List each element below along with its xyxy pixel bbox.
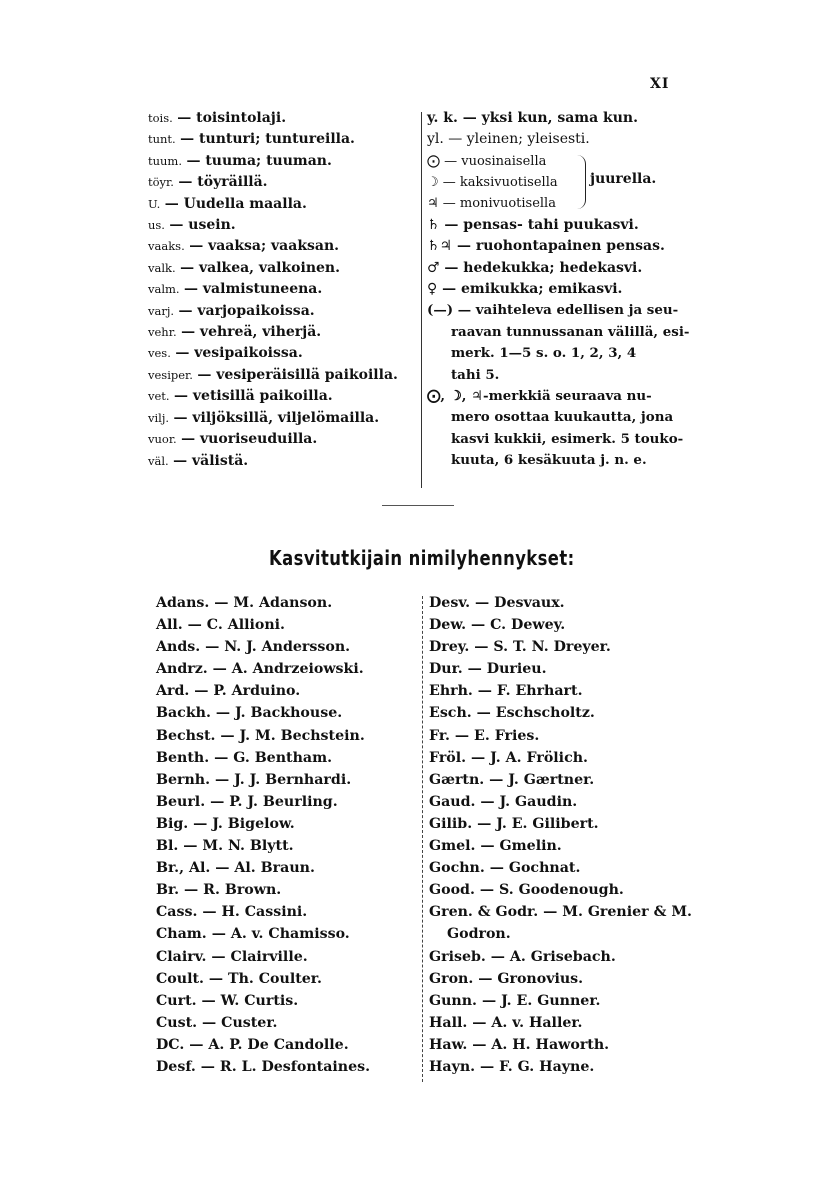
jupiter-symbol-entry: ♃ — monivuotisella — [427, 196, 556, 212]
section-title: Kasvitutkijain nimilyhennykset: — [269, 546, 575, 570]
abbreviation-entry — [148, 451, 420, 472]
author-entry: Haw. — A. H. Haworth. — [429, 1036, 610, 1053]
paragraph-line: raavan tunnussanan välillä, esi- — [451, 323, 690, 340]
abbreviations-left-column — [148, 108, 420, 472]
abbreviation-key: vilj. — [148, 410, 170, 425]
author-entry: Coult. — Th. Coulter. — [156, 970, 322, 987]
abbreviation-key: tois. — [148, 111, 173, 125]
paragraph-line: merk. 1—5 s. o. 1, 2, 3, 4 — [451, 345, 637, 362]
author-entry: Cust. — Custer. — [156, 1014, 278, 1031]
abbreviation-entry: y. k. — yksi kun, sama kun. — [427, 110, 638, 126]
author-entry: Griseb. — A. Grisebach. — [429, 948, 616, 965]
abbreviation-meaning: — vehreä, viherjä. — [181, 324, 322, 341]
brace-label: juurella. — [590, 170, 657, 187]
author-entry: Ehrh. — F. Ehrhart. — [429, 683, 583, 700]
abbreviation-entry — [148, 172, 420, 193]
abbreviation-entry — [148, 365, 420, 386]
paragraph-line: kuuta, 6 kesäkuuta j. n. e. — [451, 452, 647, 469]
paragraph-line: kasvi kukkii, esimerk. 5 touko- — [451, 430, 684, 447]
author-entry: Ard. — P. Arduino. — [156, 683, 301, 700]
author-entry: Desf. — R. L. Desfontaines. — [156, 1058, 371, 1075]
abbreviation-meaning: — vaaksa; vaaksan. — [189, 238, 340, 255]
author-entry: Good. — S. Goodenough. — [429, 882, 624, 899]
abbreviation-key: vehr. — [148, 325, 177, 340]
abbreviation-key: valk. — [148, 260, 176, 275]
author-entry: Gærtn. — J. Gærtner. — [429, 771, 595, 788]
author-entry: Dur. — Durieu. — [429, 661, 547, 678]
abbreviation-entry — [148, 322, 420, 343]
female-symbol-entry: ♀ — emikukka; emikasvi. — [427, 281, 623, 298]
abbreviation-entry — [148, 129, 420, 150]
abbreviation-meaning: — vuoriseuduilla. — [181, 431, 318, 448]
abbreviation-entry — [148, 236, 420, 257]
abbreviation-meaning: — Uudella maalla. — [164, 195, 307, 212]
author-entry: Gochn. — Gochnat. — [429, 860, 581, 877]
author-entry: Curt. — W. Curtis. — [156, 992, 299, 1009]
paragraph-line: mero osottaa kuukautta, jona — [451, 409, 674, 426]
abbreviation-meaning: — usein. — [169, 217, 236, 234]
author-entry: Desv. — Desvaux. — [429, 595, 565, 611]
sun-symbol-entry: ⨀ — vuosinaisella — [427, 153, 547, 169]
abbreviation-meaning: — töyräillä. — [178, 174, 268, 191]
abbreviation-key: ves. — [148, 346, 171, 361]
author-entry: Gaud. — J. Gaudin. — [429, 793, 578, 810]
abbreviation-meaning: — valmistuneena. — [184, 281, 323, 298]
abbreviation-meaning: — vesipaikoissa. — [175, 345, 303, 362]
abbreviation-key: vuor. — [148, 432, 177, 447]
author-entry: Bechst. — J. M. Bechstein. — [156, 727, 365, 744]
column-divider — [421, 112, 422, 488]
abbreviation-meaning: — välistä. — [173, 452, 249, 469]
author-entry: Drey. — S. T. N. Dreyer. — [429, 639, 611, 656]
author-entry: Esch. — Eschscholtz. — [429, 705, 595, 722]
author-entry: Fr. — E. Fries. — [429, 727, 540, 744]
paragraph-line: ⨀, ☽, ♃-merkkiä seuraava nu- — [427, 388, 652, 405]
abbreviation-key: tunt. — [148, 132, 176, 147]
abbreviation-key: väl. — [148, 453, 169, 468]
moon-symbol-entry: ☽ — kaksivuotisella — [427, 175, 558, 191]
abbreviation-meaning: — vetisillä paikoilla. — [174, 388, 333, 405]
abbreviation-meaning: — toisintolaji. — [177, 110, 287, 126]
male-symbol-entry: ♂ — hedekukka; hedekasvi. — [427, 259, 643, 276]
abbreviation-key: U. — [148, 196, 161, 211]
abbreviation-key: vesiper. — [148, 367, 193, 382]
author-entry: Adans. — M. Adanson. — [156, 595, 333, 611]
abbreviation-key: us. — [148, 218, 165, 233]
column-divider — [422, 596, 423, 1082]
abbreviation-meaning: — vesiperäisillä paikoilla. — [197, 366, 398, 383]
abbreviation-entry — [148, 301, 420, 322]
lifespan-symbols-group — [427, 151, 707, 215]
abbreviation-entry — [148, 258, 420, 279]
abbreviation-key: varj. — [148, 303, 175, 318]
page-number: XI — [650, 76, 670, 92]
author-entry-continuation: Godron. — [447, 926, 511, 943]
author-entry: Backh. — J. Backhouse. — [156, 705, 343, 722]
author-entry: Cham. — A. v. Chamisso. — [156, 926, 350, 943]
paragraph-line: tahi 5. — [451, 366, 500, 383]
author-entry: Big. — J. Bigelow. — [156, 815, 295, 832]
abbreviations-right-column — [427, 108, 707, 472]
author-entry: Hall. — A. v. Haller. — [429, 1014, 583, 1031]
abbreviation-entry — [148, 108, 420, 129]
author-abbreviations-left-column — [156, 592, 418, 1078]
abbreviation-entry — [148, 194, 420, 215]
author-entry: Fröl. — J. A. Frölich. — [429, 749, 588, 766]
author-entry: Gmel. — Gmelin. — [429, 838, 562, 855]
section-divider — [382, 505, 454, 506]
abbreviation-key: valm. — [148, 282, 180, 297]
abbreviation-meaning: — tunturi; tuntureilla. — [180, 131, 355, 148]
abbreviation-key: tuum. — [148, 153, 182, 168]
author-entry: Cass. — H. Cassini. — [156, 904, 308, 921]
abbreviation-entry — [148, 408, 420, 429]
author-entry: Gren. & Godr. — M. Grenier & M. — [429, 904, 692, 921]
abbreviation-key: vet. — [148, 389, 170, 404]
author-entry: Bl. — M. N. Blytt. — [156, 838, 294, 855]
abbreviation-meaning: — valkea, valkoinen. — [180, 259, 340, 276]
author-entry: Clairv. — Clairville. — [156, 948, 308, 965]
author-entry: Dew. — C. Dewey. — [429, 617, 566, 634]
abbreviation-entry — [148, 279, 420, 300]
author-entry: Bernh. — J. J. Bernhardi. — [156, 771, 352, 788]
author-entry: Br. — R. Brown. — [156, 882, 282, 899]
author-entry: Gron. — Gronovius. — [429, 970, 584, 987]
abbreviation-entry — [148, 215, 420, 236]
abbreviation-entry — [148, 429, 420, 450]
author-abbreviations-right-column — [429, 592, 719, 1078]
author-entry: Hayn. — F. G. Hayne. — [429, 1058, 595, 1075]
paragraph-line: (—) — vaihteleva edellisen ja seu- — [427, 302, 679, 319]
author-entry: Br., Al. — Al. Braun. — [156, 860, 315, 877]
abbreviation-meaning: — tuuma; tuuman. — [186, 152, 332, 169]
abbreviation-entry — [148, 386, 420, 407]
abbreviation-meaning: — viljöksillä, viljelömailla. — [173, 409, 380, 426]
author-entry: Gilib. — J. E. Gilibert. — [429, 815, 599, 832]
abbreviation-key: vaaks. — [148, 239, 185, 254]
shrub-symbol-entry: ♄ — pensas- tahi puukasvi. — [427, 216, 639, 233]
author-entry: All. — C. Allioni. — [156, 617, 285, 634]
abbreviation-entry: yl. — yleinen; yleisesti. — [427, 131, 590, 148]
author-entry: DC. — A. P. De Candolle. — [156, 1036, 349, 1053]
author-entry: Andrz. — A. Andrzeiowski. — [156, 661, 364, 678]
abbreviation-entry — [148, 343, 420, 364]
author-entry: Ands. — N. J. Andersson. — [156, 639, 351, 656]
abbreviation-meaning: — varjopaikoissa. — [178, 302, 315, 319]
herb-shrub-symbol-entry: ♄♃ — ruohontapainen pensas. — [427, 238, 665, 255]
author-entry: Gunn. — J. E. Gunner. — [429, 992, 601, 1009]
curly-brace-icon — [577, 155, 586, 209]
author-entry: Benth. — G. Bentham. — [156, 749, 333, 766]
abbreviation-key: töyr. — [148, 175, 174, 190]
author-entry: Beurl. — P. J. Beurling. — [156, 793, 338, 810]
abbreviation-entry — [148, 151, 420, 172]
